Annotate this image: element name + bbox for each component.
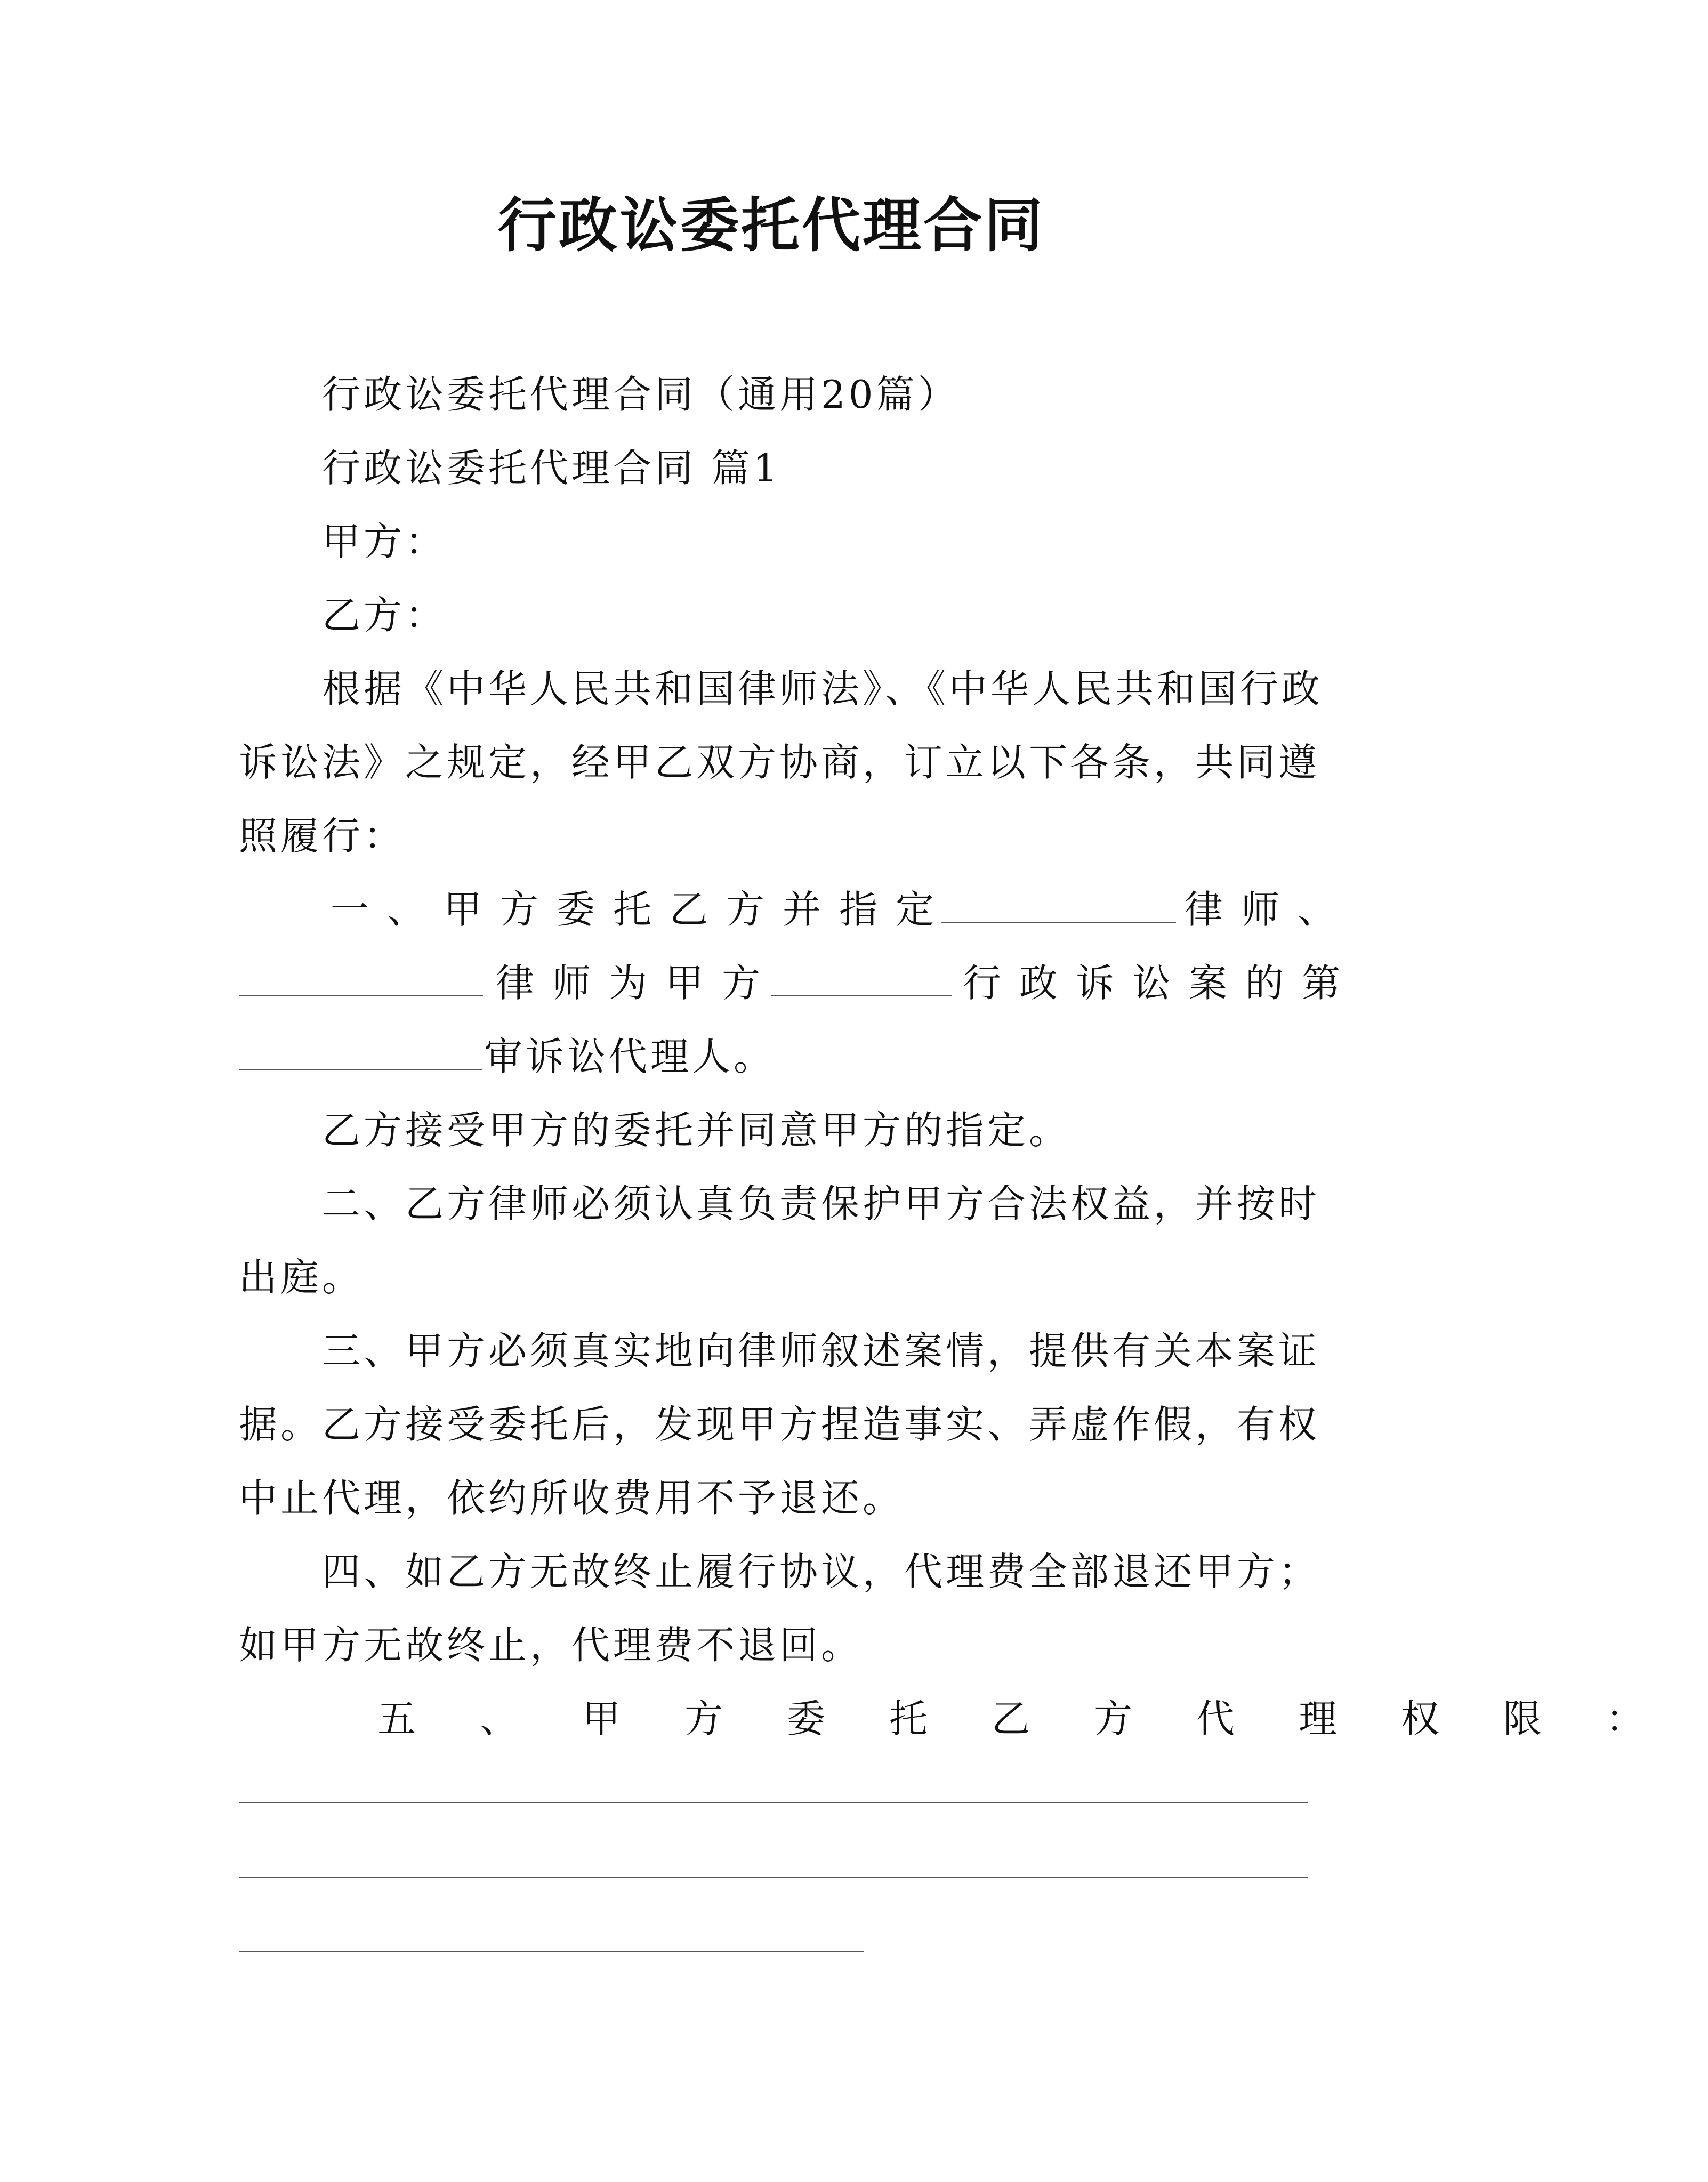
party-b-label: 乙方： [322,593,447,638]
authority-blank-line-2[interactable] [239,1877,1308,1878]
clause1-line-2 [239,956,1359,1010]
clause1-text-a: 一、甲方委托乙方并指定 [331,887,953,932]
section-heading: 行政讼委托代理合同 篇1 [322,446,781,490]
authority-blank-line-3[interactable] [239,1951,864,1952]
clause2-line-2: 出庭。 [239,1255,364,1300]
clause4-line-2: 如甲方无故终止，代理费不退回。 [239,1623,863,1668]
lawyer-name-blank-1[interactable] [941,884,1176,923]
intro-line-1: 根据《中华人民共和国律师法》、《中华人民共和国行政 [322,666,1324,711]
clause3-line-3: 中止代理，依约所收费用不予退还。 [239,1476,905,1520]
clause5-heading: 五、甲方委托乙方代理权限： [377,1696,1708,1741]
document-title: 行政讼委托代理合同 [498,191,1045,260]
document-subtitle: 行政讼委托代理合同（通用20篇） [322,372,960,417]
clause2-line-1: 二、乙方律师必须认真负责保护甲方合法权益，并按时 [322,1181,1320,1226]
clause1-text-d: 行政诉讼案的第 [963,961,1359,1005]
clause3-line-1: 三、甲方必须真实地向律师叙述案情，提供有关本案证 [322,1328,1320,1373]
clause1-text-e: 审诉讼代理人。 [484,1034,776,1079]
clause1-text-b: 律师、 [1185,887,1355,932]
intro-line-3: 照履行： [239,814,406,858]
authority-blank-line-1[interactable] [239,1802,1308,1803]
clause1-accept: 乙方接受甲方的委托并同意甲方的指定。 [322,1108,1071,1153]
party-a-label: 甲方： [322,519,447,564]
trial-instance-blank[interactable] [239,1032,482,1070]
clause1-line-1 [331,883,1355,936]
intro-line-2: 诉讼法》之规定，经甲乙双方协商，订立以下各条，共同遵 [239,740,1320,785]
party-a-name-blank[interactable] [771,958,952,996]
clause1-text-c: 律师为甲方 [496,961,779,1005]
clause3-line-2: 据。乙方接受委托后，发现甲方捏造事实、弄虚作假，有权 [239,1402,1320,1447]
clause1-line-3 [239,1030,1322,1083]
clause4-line-1: 四、如乙方无故终止履行协议，代理费全部退还甲方； [322,1549,1320,1594]
lawyer-name-blank-2[interactable] [239,958,483,996]
